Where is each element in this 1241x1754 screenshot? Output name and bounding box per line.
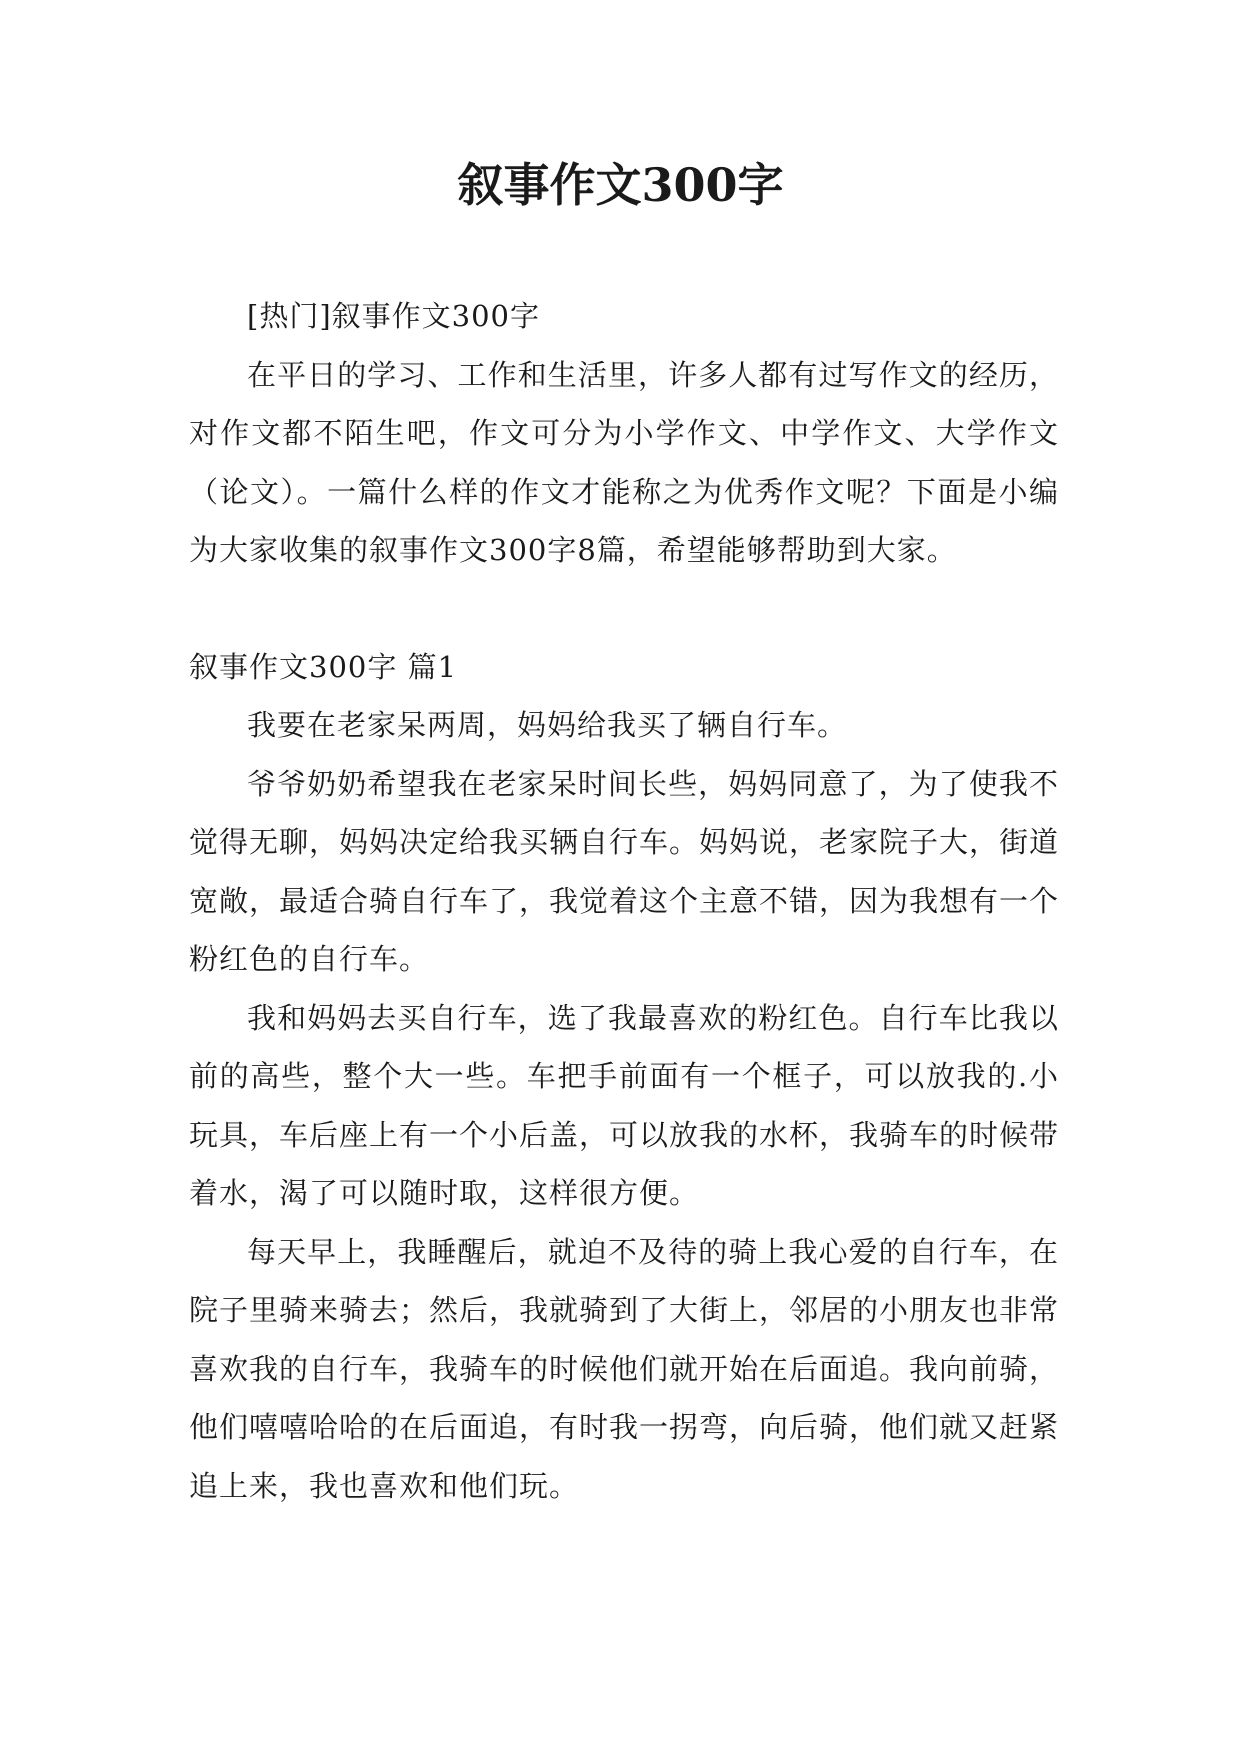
body-paragraph: 我要在老家呆两周，妈妈给我买了辆自行车。 <box>247 708 848 742</box>
document-body <box>189 287 1059 1515</box>
document-title: 叙事作文300字 <box>457 158 784 212</box>
section-heading: 叙事作文300字 篇1 <box>189 649 458 684</box>
body-paragraph: 我和妈妈去买自行车，选了我最喜欢的粉红色。自行车比我以前的高些，整个大一些。车把手前面有一个框子，可以放我的.小玩具，车后座上有一个小后盖，可以放我的水杯，我骑车的时候带着水，渴了可以随时取，这样很方便。 <box>189 1000 1060 1210</box>
intro-paragraph: 在平日的学习、工作和生活里，许多人都有过写作文的经历，对作文都不陌生吧，作文可分为小学作文、中学作文、大学作文（论文）。一篇什么样的作文才能称之为优秀作文呢？下面是小编为大家收集的叙事作文300字8篇，希望能够帮助到大家。 <box>189 357 1059 567</box>
body-paragraph: 爷爷奶奶希望我在老家呆时间长些，妈妈同意了，为了使我不觉得无聊，妈妈决定给我买辆自行车。妈妈说，老家院子大，街道宽敞，最适合骑自行车了，我觉着这个主意不错，因为我想有一个粉红色的自行车。 <box>189 766 1060 976</box>
subtitle-paragraph: [热门]叙事作文300字 <box>247 299 540 333</box>
body-paragraph: 每天早上，我睡醒后，就迫不及待的骑上我心爱的自行车，在院子里骑来骑去；然后，我就骑到了大街上，邻居的小朋友也非常喜欢我的自行车，我骑车的时候他们就开始在后面追。我向前骑，他们嘻嘻哈哈的在后面追，有时我一拐弯，向后骑，他们就又赶紧追上来，我也喜欢和他们玩。 <box>189 1234 1060 1503</box>
